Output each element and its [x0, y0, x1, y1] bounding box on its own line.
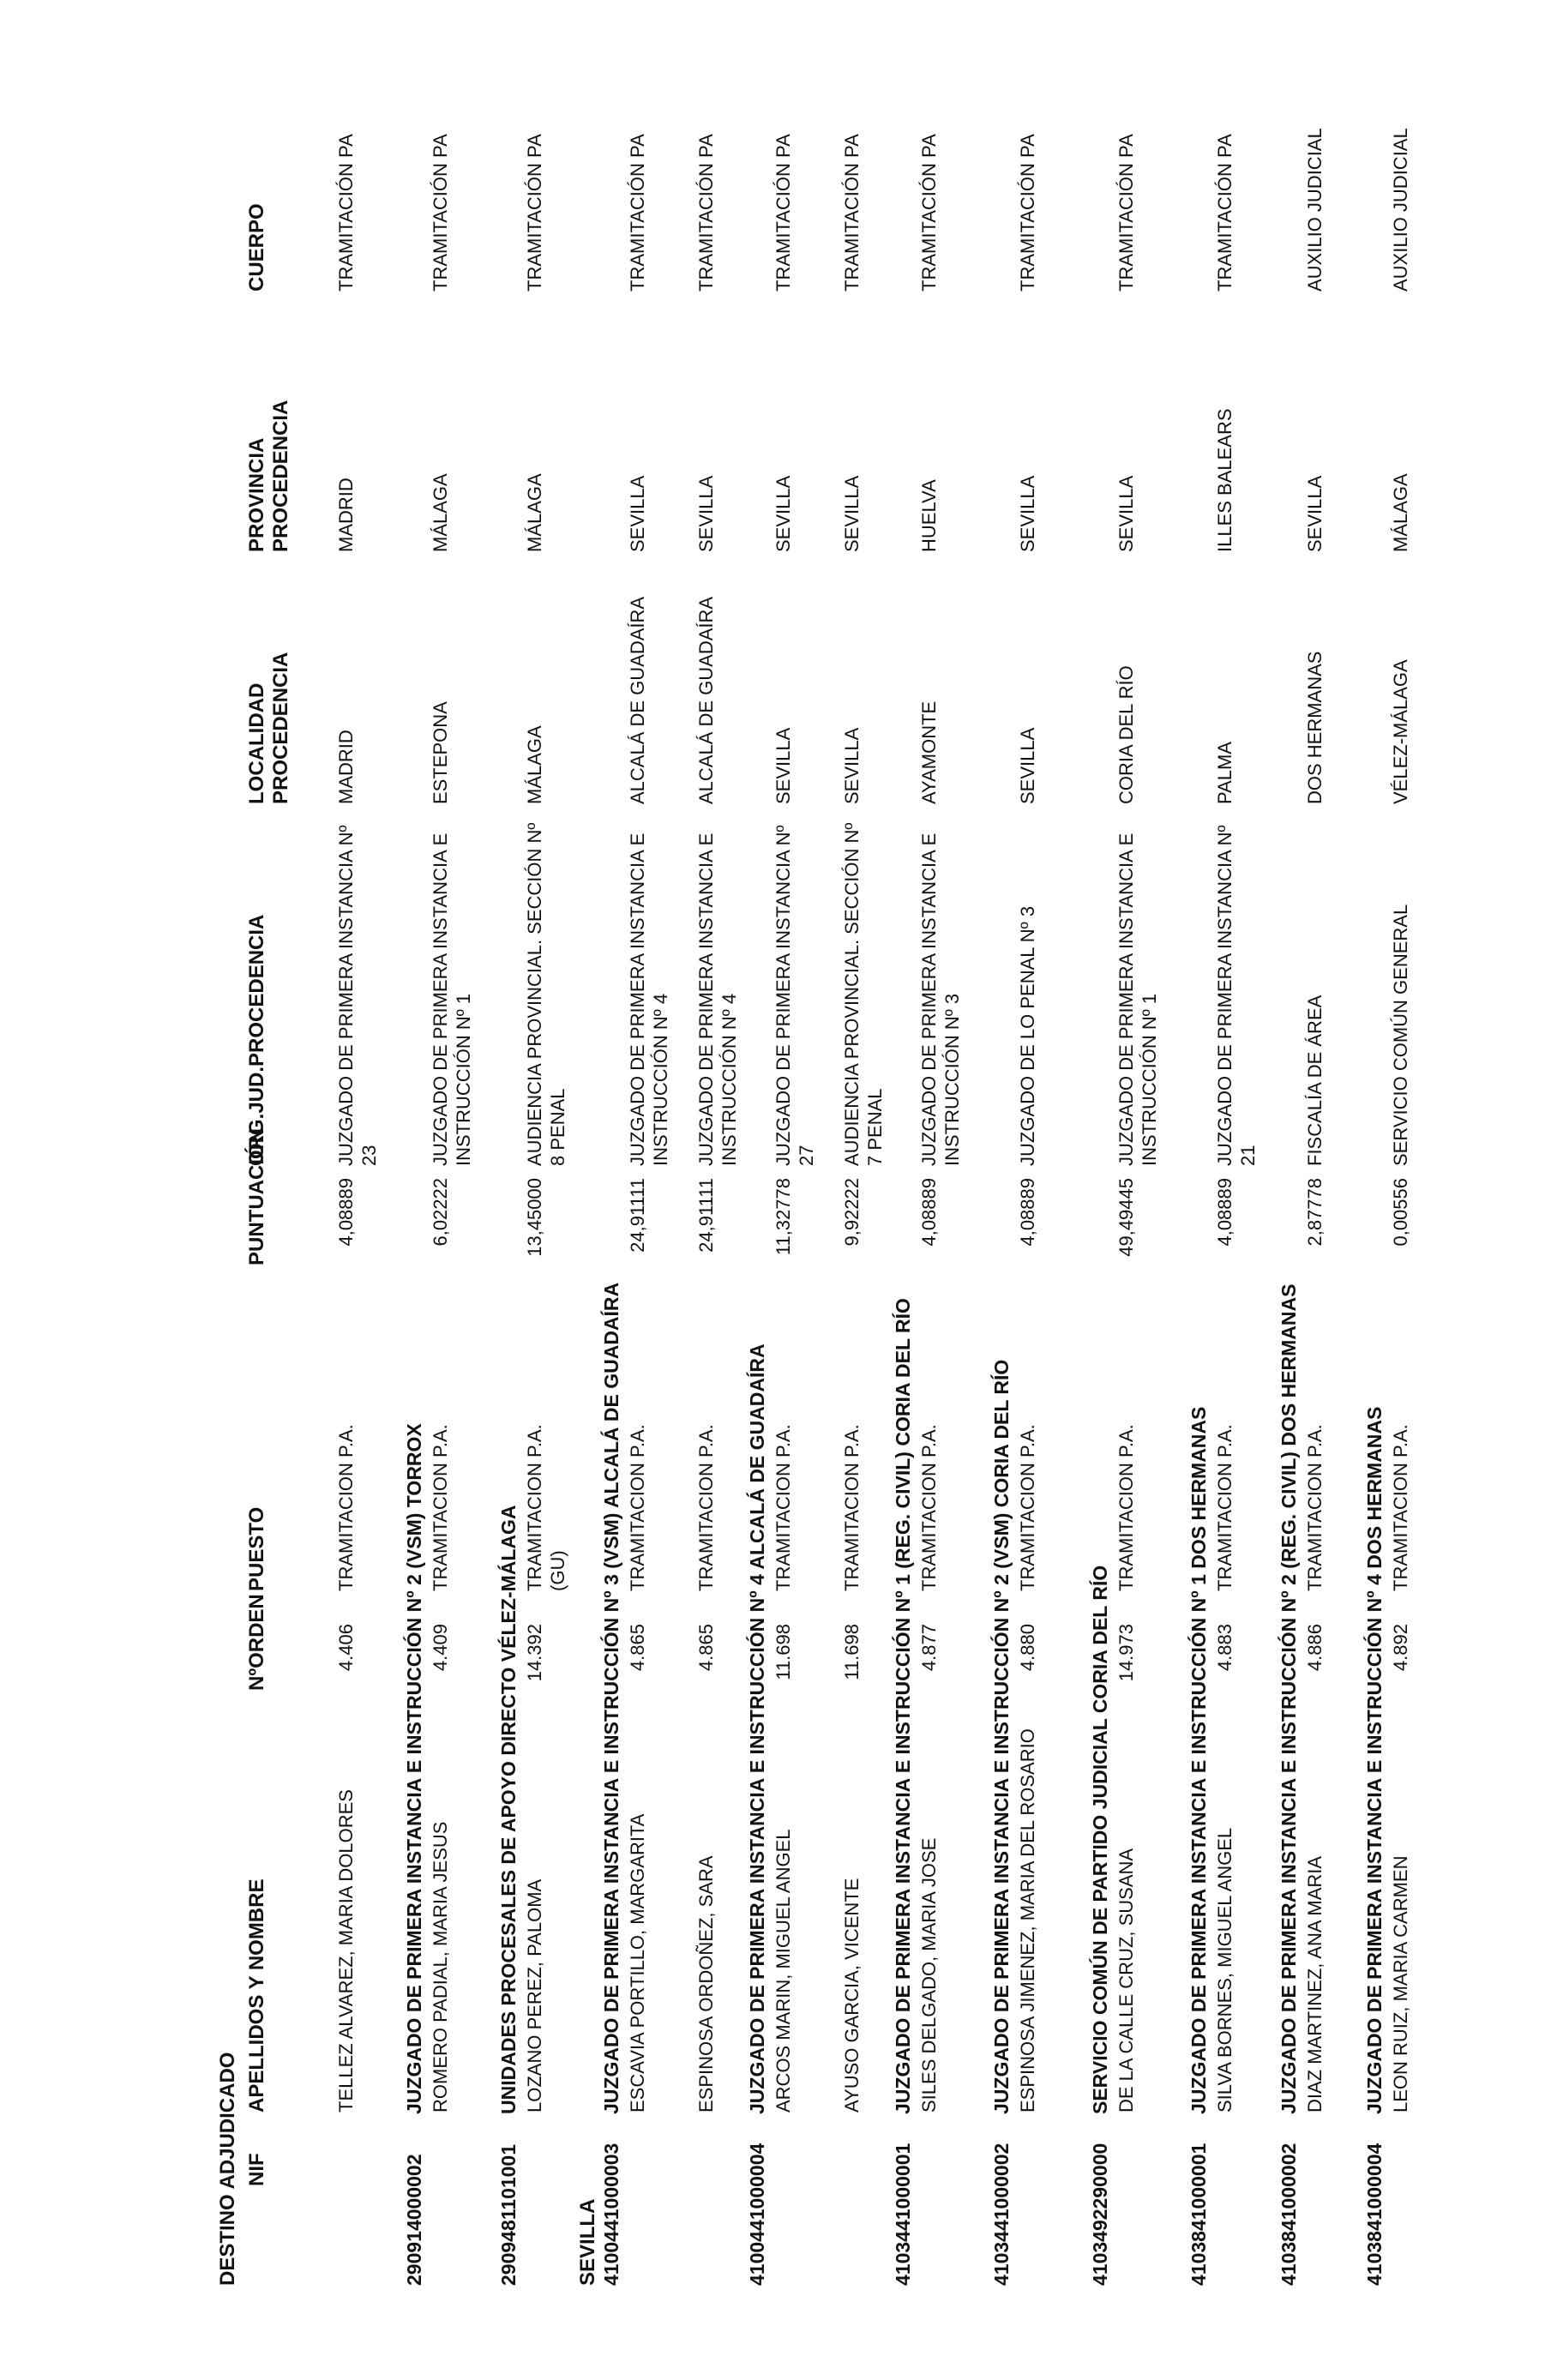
localidad-procedencia: VÉLEZ-MÁLAGA — [1390, 659, 1411, 804]
puesto-value: TRAMITACION P.A. — [1115, 1424, 1137, 1591]
group-code: 4103441000002 — [990, 2143, 1013, 2286]
org-procedencia: AUDIENCIA PROVINCIAL. SECCIÓN Nº 7 PENAL — [841, 822, 886, 1166]
localidad-procedencia: MADRID — [335, 730, 357, 804]
cuerpo-value: TRAMITACIÓN PA — [918, 134, 940, 291]
orden-number: 4.886 — [1304, 1624, 1326, 1672]
puesto-value: TRAMITACION P.A. (GU) — [524, 1424, 568, 1591]
org-procedencia: JUZGADO DE PRIMERA INSTANCIA E INSTRUCCIÓN Nº 4 — [627, 832, 671, 1166]
orden-number: 4.877 — [918, 1624, 940, 1672]
org-procedencia: JUZGADO DE LO PENAL Nº 3 — [1017, 905, 1038, 1166]
puntuacion-value: 24,91111 — [695, 1178, 717, 1253]
group-name: JUZGADO DE PRIMERA INSTANCIA E INSTRUCCIÓN Nº 3 (VSM) ALCALÁ DE GUADAÍRA — [600, 1282, 622, 2114]
provincia-procedencia: HUELVA — [918, 479, 940, 552]
provincia-column-header: PROVINCIA PROCEDENCIA — [245, 400, 292, 552]
cuerpo-value: TRAMITACIÓN PA — [1115, 134, 1137, 291]
org-procedencia: FISCALÍA DE ÁREA — [1304, 995, 1326, 1166]
provincia-procedencia: SEVILLA — [841, 475, 863, 552]
puntuacion-value: 9,92222 — [841, 1178, 863, 1247]
orden-number: 4.892 — [1390, 1624, 1411, 1672]
orden-number: 14.973 — [1115, 1624, 1137, 1682]
nif-column-header: NIF — [245, 2153, 268, 2186]
localidad-procedencia: SEVILLA — [1017, 727, 1038, 804]
group-code: 4103441000001 — [892, 2143, 914, 2286]
puesto-value: TRAMITACION P.A. — [841, 1424, 863, 1591]
puesto-value: TRAMITACION P.A. — [1304, 1424, 1326, 1591]
puntuacion-column-header: PUNTUACIÓN — [245, 1128, 268, 1265]
group-code: 290914000002 — [403, 2154, 425, 2286]
cuerpo-value: AUXILIO JUDICIAL — [1390, 128, 1411, 291]
group-code: 4103841000002 — [1277, 2143, 1300, 2286]
org-procedencia: JUZGADO DE PRIMERA INSTANCIA E INSTRUCCIÓN Nº 1 — [1115, 832, 1160, 1166]
applicant-name: ARCOS MARIN, MIGUEL ANGEL — [772, 1829, 794, 2113]
destino-header: DESTINO ADJUDICADO — [216, 2052, 239, 2286]
group-code: 4103841000001 — [1187, 2143, 1210, 2286]
group-name: SERVICIO COMÚN DE PARTIDO JUDICIAL CORIA DEL RÍO — [1089, 1565, 1111, 2114]
org-procedencia: JUZGADO DE PRIMERA INSTANCIA Nº 21 — [1214, 825, 1259, 1166]
group-name: UNIDADES PROCESALES DE APOYO DIRECTO VÉLEZ-MÁLAGA — [497, 1505, 520, 2114]
puntuacion-value: 4,08889 — [918, 1178, 940, 1247]
group-code: 2909481101001 — [497, 2143, 520, 2286]
localidad-procedencia: MÁLAGA — [524, 725, 545, 804]
cuerpo-value: TRAMITACIÓN PA — [524, 134, 545, 291]
group-code: 4100441000004 — [746, 2143, 768, 2286]
orden-number: 4.406 — [335, 1624, 357, 1672]
cuerpo-value: AUXILIO JUDICIAL — [1304, 128, 1326, 291]
org-procedencia: JUZGADO DE PRIMERA INSTANCIA Nº 27 — [772, 825, 817, 1166]
orden-column-header: NºORDEN — [245, 1594, 268, 1691]
puesto-value: TRAMITACION P.A. — [695, 1424, 717, 1591]
provincia-procedencia: SEVILLA — [1017, 475, 1038, 552]
puesto-value: TRAMITACION P.A. — [430, 1424, 451, 1591]
cuerpo-value: TRAMITACIÓN PA — [1017, 134, 1038, 291]
cuerpo-value: TRAMITACIÓN PA — [627, 134, 648, 291]
provincia-procedencia: ILLES BALEARS — [1214, 408, 1235, 552]
orden-number: 4.865 — [627, 1624, 648, 1672]
cuerpo-value: TRAMITACIÓN PA — [772, 134, 794, 291]
puesto-value: TRAMITACION P.A. — [918, 1424, 940, 1591]
localidad-procedencia: SEVILLA — [772, 727, 794, 804]
group-title — [600, 1283, 623, 2286]
localidad-procedencia: PALMA — [1214, 742, 1235, 804]
puntuacion-value: 11,32778 — [772, 1178, 794, 1256]
group-code: 4103492290000 — [1089, 2143, 1111, 2286]
group-name: JUZGADO DE PRIMERA INSTANCIA E INSTRUCCIÓN Nº 2 (VSM) TORROX — [403, 1423, 425, 2114]
puntuacion-value: 4,08889 — [335, 1178, 357, 1247]
group-title — [1089, 1566, 1112, 2286]
group-name: JUZGADO DE PRIMERA INSTANCIA E INSTRUCCIÓN Nº 4 DOS HERMANAS — [1363, 1406, 1386, 2114]
puntuacion-value: 4,08889 — [1214, 1178, 1235, 1247]
apellidos-column-header: APELLIDOS Y NOMBRE — [245, 1878, 268, 2113]
applicant-name: ESPINOSA JIMENEZ, MARIA DEL ROSARIO — [1017, 1728, 1038, 2113]
puntuacion-value: 2,87778 — [1304, 1178, 1326, 1247]
group-name: JUZGADO DE PRIMERA INSTANCIA E INSTRUCCIÓN Nº 2 (VSM) CORIA DEL RÍO — [990, 1359, 1013, 2114]
provincia-procedencia: SEVILLA — [695, 475, 717, 552]
provincia-procedencia: SEVILLA — [1115, 475, 1137, 552]
cuerpo-value: TRAMITACIÓN PA — [335, 134, 357, 291]
applicant-name: DIAZ MARTINEZ, ANA MARIA — [1304, 1855, 1326, 2113]
province-heading: SEVILLA — [576, 2198, 599, 2286]
group-title — [403, 1423, 426, 2286]
orden-number: 11.698 — [841, 1624, 863, 1680]
localidad-procedencia: SEVILLA — [841, 727, 863, 804]
provincia-procedencia: SEVILLA — [772, 475, 794, 552]
applicant-name: SILVA BORNES, MIGUEL ANGEL — [1214, 1827, 1235, 2113]
group-code: 4100441000003 — [600, 2143, 622, 2286]
localidad-procedencia: CORIA DEL RÍO — [1115, 665, 1137, 804]
puntuacion-value: 49,49445 — [1115, 1178, 1137, 1257]
puesto-value: TRAMITACION P.A. — [1017, 1424, 1038, 1591]
provincia-procedencia: MÁLAGA — [524, 473, 545, 552]
orden-number: 4.883 — [1214, 1624, 1235, 1672]
group-title — [1363, 1407, 1386, 2286]
puesto-value: TRAMITACION P.A. — [627, 1424, 648, 1591]
provincia-procedencia: SEVILLA — [1304, 475, 1326, 552]
puesto-value: TRAMITACION P.A. — [335, 1424, 357, 1591]
puesto-value: TRAMITACION P.A. — [772, 1424, 794, 1591]
org-procedencia: JUZGADO DE PRIMERA INSTANCIA E INSTRUCCIÓN Nº 3 — [918, 832, 963, 1166]
provincia-procedencia: SEVILLA — [627, 475, 648, 552]
provincia-procedencia: MADRID — [335, 478, 357, 552]
localidad-procedencia: DOS HERMANAS — [1304, 651, 1326, 804]
orden-number: 4.865 — [695, 1624, 717, 1672]
orden-number: 4.409 — [430, 1624, 451, 1672]
group-code: 4103841000004 — [1363, 2143, 1386, 2286]
applicant-name: LOZANO PEREZ, PALOMA — [524, 1878, 545, 2113]
cuerpo-value: TRAMITACIÓN PA — [1214, 134, 1235, 291]
puesto-value: TRAMITACION P.A. — [1390, 1424, 1411, 1591]
applicant-name: ESPINOSA ORDOÑEZ, SARA — [695, 1855, 717, 2113]
cuerpo-column-header: CUERPO — [245, 203, 268, 291]
group-title — [1277, 1284, 1301, 2286]
provincia-procedencia: MÁLAGA — [1390, 473, 1411, 552]
localidad-procedencia: ALCALÁ DE GUADAÍRA — [627, 596, 648, 804]
applicant-name: LEON RUIZ, MARIA CARMEN — [1390, 1855, 1411, 2113]
group-name: JUZGADO DE PRIMERA INSTANCIA E INSTRUCCIÓN Nº 1 (REG. CIVIL) CORIA DEL RÍO — [892, 1298, 914, 2114]
org-procedencia: JUZGADO DE PRIMERA INSTANCIA E INSTRUCCIÓN Nº 1 — [430, 832, 474, 1166]
localidad-procedencia: AYAMONTE — [918, 700, 940, 804]
applicant-name: SILES DELGADO, MARIA JOSE — [918, 1837, 940, 2113]
group-title — [1187, 1407, 1211, 2286]
orden-number: 14.392 — [524, 1624, 545, 1682]
cuerpo-value: TRAMITACIÓN PA — [841, 134, 863, 291]
applicant-name: AYUSO GARCIA, VICENTE — [841, 1878, 863, 2113]
puntuacion-value: 4,08889 — [1017, 1178, 1038, 1247]
puntuacion-value: 0,00556 — [1390, 1178, 1411, 1247]
applicant-name: DE LA CALLE CRUZ, SUSANA — [1115, 1848, 1137, 2113]
puntuacion-value: 6,02222 — [430, 1178, 451, 1247]
cuerpo-value: TRAMITACIÓN PA — [430, 134, 451, 291]
puesto-value: TRAMITACION P.A. — [1214, 1424, 1235, 1591]
group-title — [990, 1360, 1013, 2286]
orden-number: 4.880 — [1017, 1624, 1038, 1672]
localidad-procedencia: ESTEPONA — [430, 701, 451, 804]
org-column-header: ORG.JUD.PROCEDENCIA — [245, 914, 268, 1166]
localidad-column-header: LOCALIDAD PROCEDENCIA — [245, 652, 292, 804]
org-procedencia: JUZGADO DE PRIMERA INSTANCIA Nº 23 — [335, 825, 380, 1166]
puntuacion-value: 13,45000 — [524, 1178, 545, 1257]
group-name: JUZGADO DE PRIMERA INSTANCIA E INSTRUCCIÓN Nº 1 DOS HERMANAS — [1187, 1406, 1210, 2114]
cuerpo-value: TRAMITACIÓN PA — [695, 134, 717, 291]
group-title — [497, 1505, 520, 2286]
org-procedencia: SERVICIO COMÚN GENERAL — [1390, 904, 1411, 1166]
group-title — [746, 1343, 769, 2286]
applicant-name: ESCAVIA PORTILLO, MARGARITA — [627, 1813, 648, 2113]
org-procedencia: AUDIENCIA PROVINCIAL. SECCIÓN Nº 8 PENAL — [524, 822, 568, 1166]
puesto-column-header: PUESTO — [245, 1506, 268, 1591]
localidad-procedencia: ALCALÁ DE GUADAÍRA — [695, 596, 717, 804]
provincia-procedencia: MÁLAGA — [430, 473, 451, 552]
puntuacion-value: 24,91111 — [627, 1178, 648, 1253]
orden-number: 11.698 — [772, 1624, 794, 1680]
org-procedencia: JUZGADO DE PRIMERA INSTANCIA E INSTRUCCIÓN Nº 4 — [695, 832, 740, 1166]
group-name: JUZGADO DE PRIMERA INSTANCIA E INSTRUCCIÓN Nº 4 ALCALÁ DE GUADAÍRA — [746, 1343, 768, 2114]
applicant-name: TELLEZ ALVAREZ, MARIA DOLORES — [335, 1789, 357, 2113]
group-name: JUZGADO DE PRIMERA INSTANCIA E INSTRUCCIÓN Nº 2 (REG. CIVIL) DOS HERMANAS — [1277, 1283, 1300, 2114]
group-title — [892, 1298, 915, 2286]
applicant-name: ROMERO PADIAL, MARIA JESUS — [430, 1821, 451, 2113]
